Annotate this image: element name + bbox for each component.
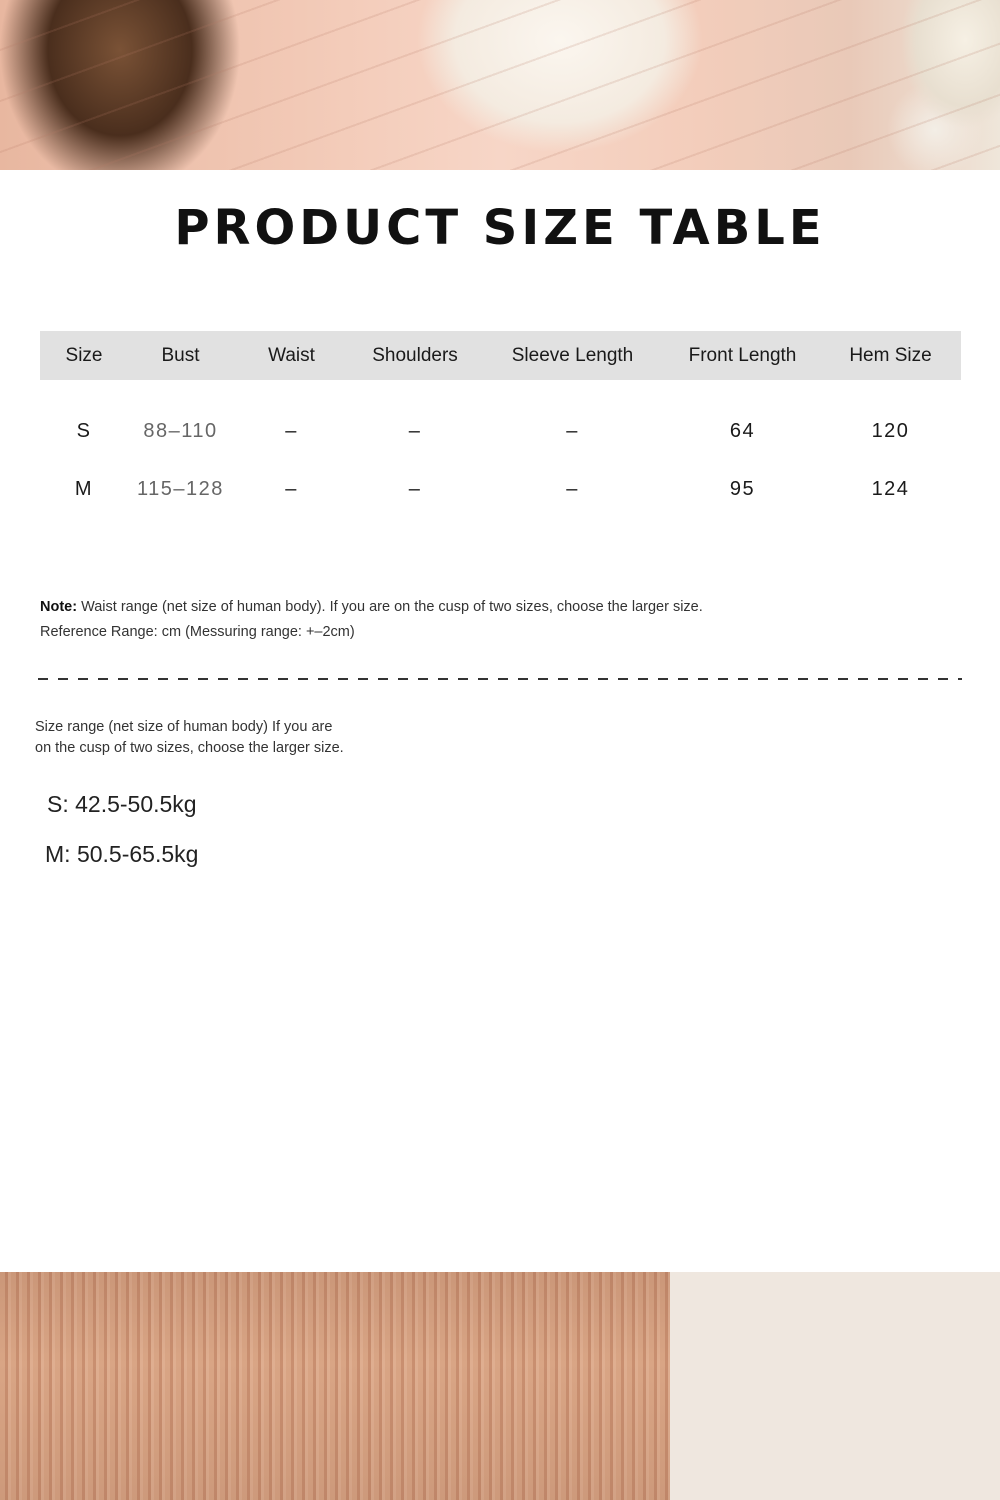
product-photo-top — [0, 0, 1000, 170]
header-bust: Bust — [128, 331, 233, 380]
reference-range: Reference Range: cm (Messuring range: +–2cm) — [40, 624, 355, 640]
cell-hem-size: 124 — [871, 477, 910, 500]
cell-front-length: 95 — [729, 477, 756, 500]
cell-sleeve-length: – — [566, 419, 579, 442]
size-range-line-2: on the cusp of two sizes, choose the larger size. — [35, 740, 344, 756]
note-label: Note: — [40, 599, 78, 615]
table-header-row — [40, 331, 961, 380]
dashed-divider — [38, 678, 962, 680]
table-row — [40, 402, 961, 460]
cell-waist: – — [285, 419, 298, 442]
cell-waist: – — [285, 477, 298, 500]
weight-range-s: S: 42.5-50.5kg — [47, 791, 197, 817]
note-line — [40, 595, 703, 620]
header-front-length: Front Length — [665, 331, 820, 380]
header-sleeve-length: Sleeve Length — [480, 331, 665, 380]
size-range-line-1: Size range (net size of human body) If you are — [35, 719, 333, 735]
cell-size: M — [74, 477, 94, 500]
cell-sleeve-length: – — [566, 477, 579, 500]
cell-bust: 88–110 — [143, 419, 218, 442]
cell-shoulders: – — [408, 477, 422, 500]
header-size: Size — [40, 331, 128, 380]
table-spacer — [40, 380, 961, 402]
header-hem-size: Hem Size — [820, 331, 961, 380]
header-waist: Waist — [233, 331, 350, 380]
cell-shoulders: – — [408, 419, 422, 442]
cell-bust: 115–128 — [137, 477, 224, 500]
header-shoulders: Shoulders — [350, 331, 480, 380]
size-range-description — [35, 717, 395, 759]
size-table — [40, 331, 961, 518]
weight-range-m: M: 50.5-65.5kg — [45, 841, 199, 867]
size-note — [40, 595, 703, 645]
table-row — [40, 460, 961, 518]
cell-hem-size: 120 — [871, 419, 910, 442]
page-title: PRODUCT SIZE TABLE — [174, 200, 826, 256]
cell-size: S — [76, 419, 92, 442]
cell-front-length: 64 — [729, 419, 756, 442]
note-text: Waist range (net size of human body). If you are on the cusp of two sizes, choose the larger size. — [77, 599, 703, 615]
product-photo-bottom — [0, 1272, 1000, 1500]
